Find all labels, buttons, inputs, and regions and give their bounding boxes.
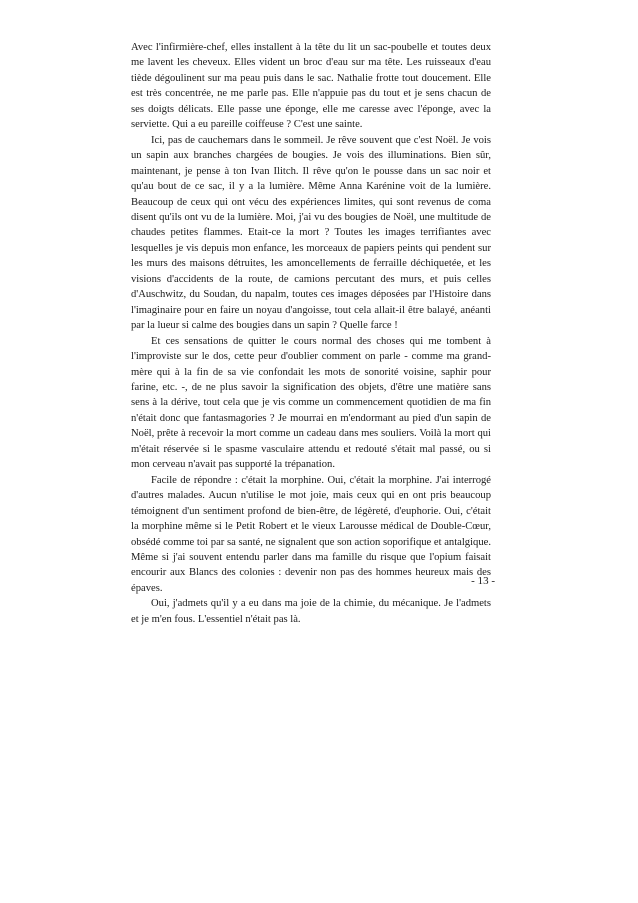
paragraph: Et ces sensations de quitter le cours normal des choses qui me tombent à l'improviste sur le dos, cette peur d'oublier comment on parle - comme ma grand-mère qui à la fin de sa vie confondait les mots de sonorité voisine, saphir pour farine, etc. -, de ne plus savoir la signification des objets, d'être une matière sans sens à la dérive, tout cela que je vis comme un commencement quotidien de ma fin n'était donc que fantasmagories ? Je mourrai en m'endormant au pied d'un sapin de Noël, prête à recevoir la mort comme un cadeau dans mes souliers. Voilà la mort qui m'était réservée si le spasme vasculaire attendu et redouté s'était mal passé, ou si mon cerveau n'avait pas supporté la trépanation. <box>131 335 491 471</box>
body-text <box>131 40 491 627</box>
paragraph: Ici, pas de cauchemars dans le sommeil. Je rêve souvent que c'est Noël. Je vois un sapin aux branches chargées de bougies. Je vois des illuminations. Bien sûr, maintenant, je pense à ton Ivan Ilitch. Il rêve qu'on le pousse dans un sac noir et qu'au bout de ce sac, il y a la lumière. Même Anna Karénine voit de la lumière. Beaucoup de ceux qui ont vécu des expériences limites, qui sont revenus de coma disent qu'ils ont vu de la lumière. Moi, j'ai vu des bougies de Noël, une multitude de chaudes petites flammes. Etait-ce la mort ? Toutes les images terrifiantes avec lesquelles je vis depuis mon enfance, les morceaux de papiers peints qui pendent sur les murs des maisons détruites, les amoncellements de ferraille déchiquetée, et les visions d'accidents de la route, de camions percutant des murs, et puis celles d'Auschwitz, du Soudan, du napalm, toutes ces images déposées par l'Histoire dans l'imaginaire pour en faire un noyau d'angoisse, tout cela allait-il être balayé, anéanti par la lueur si calme des bougies dans un sapin ? Quelle farce ! <box>131 134 491 332</box>
page-number: - 13 - <box>471 575 495 587</box>
paragraph: Oui, j'admets qu'il y a eu dans ma joie de la chimie, du mécanique. Je l'admets et je m'en fous. L'essentiel n'était pas là. <box>131 598 491 625</box>
paragraph: Avec l'infirmière-chef, elles installent à la tête du lit un sac-poubelle et toutes deux me lavent les cheveux. Elles vident un broc d'eau sur ma tête. Les ruisseaux d'eau tiède dégoulinent sur ma peau puis dans le sac. Nathalie frotte tout doucement. Elle est très concentrée, ne me parle pas. Elle n'appuie pas du tout et je sens chacun de ses doigts délicats. Elle passe une éponge, elle me caresse avec l'éponge, avec la serviette. Qui a eu pareille coiffeuse ? C'est une sainte. <box>131 42 491 131</box>
paragraph: Facile de répondre : c'était la morphine. Oui, c'était la morphine. J'ai interrogé d'autres malades. Aucun n'utilise le mot joie, mais ceux qui en ont pris beaucoup témoignent d'un sentiment profond de bien-être, de légèreté, d'euphorie. Oui, c'était la morphine même si le Petit Robert et le vieux Larousse médical de Double-Cœur, obsédé comme toi par sa santé, ne signalent que son action soporifique et antalgique. Même si j'ai souvent entendu parler dans ma famille du risque que l'opium faisait encourir aux Blancs des colonies : devenir non pas des hommes heureux mais des épaves. <box>131 474 491 594</box>
